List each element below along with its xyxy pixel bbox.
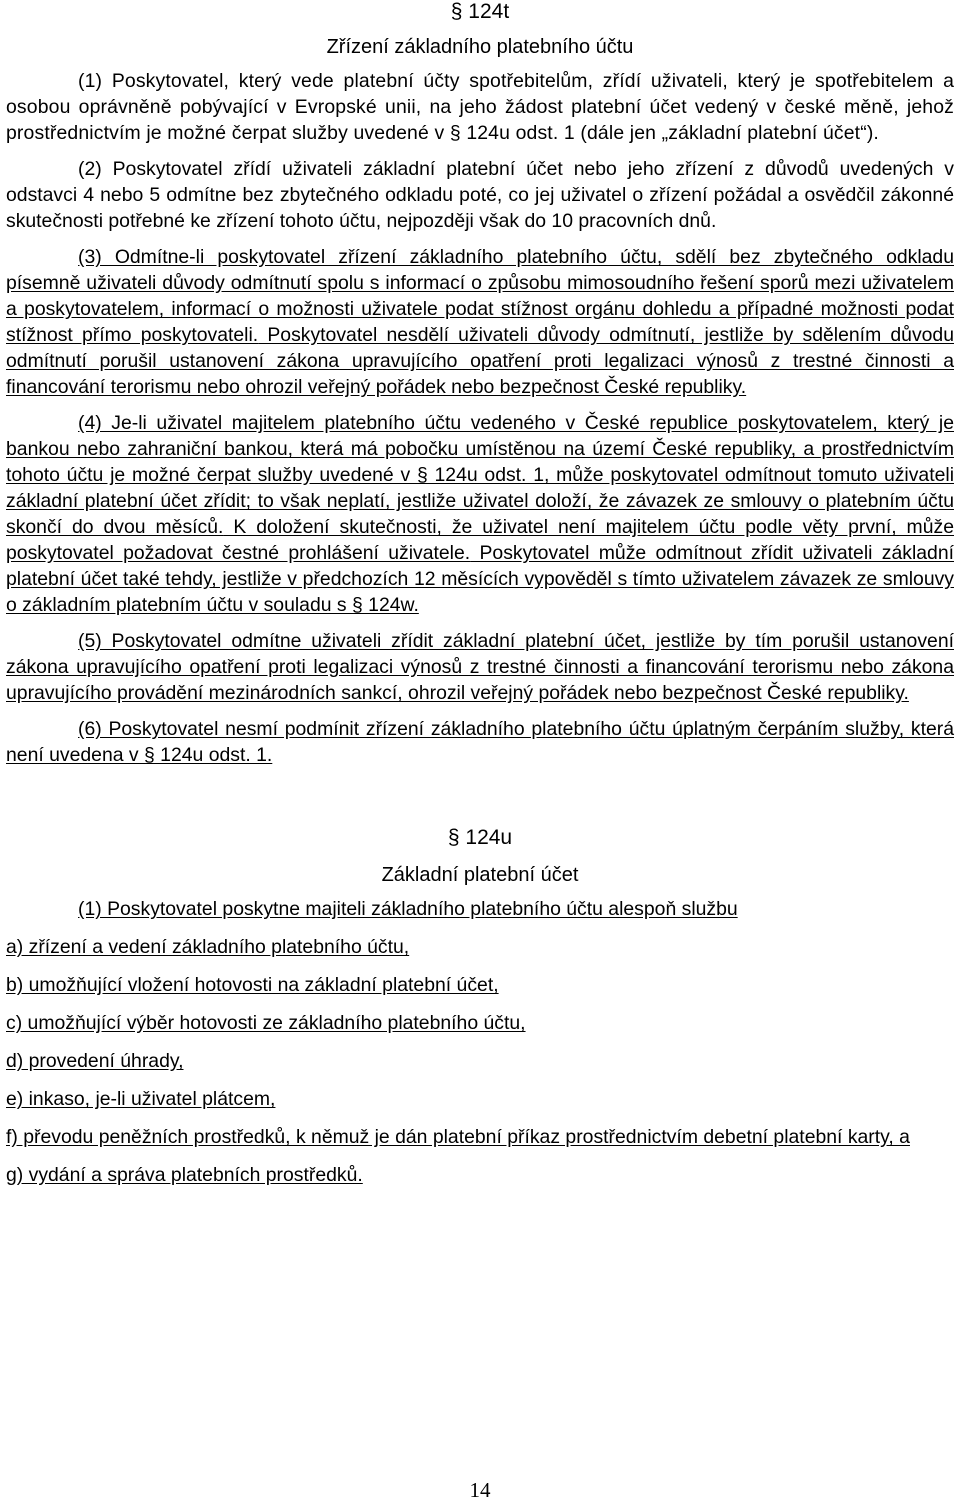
paragraph-124t-4 [6, 410, 954, 618]
list-item-f [6, 1124, 954, 1150]
document-page [6, 0, 954, 1188]
list-item-a-text: a) zřízení a vedení základního platebního účtu, [6, 936, 410, 958]
paragraph-124t-1: (1) Poskytovatel, který vede platební účty spotřebitelům, zřídí uživateli, který je spotřebitelem a osobou oprávněně pobývající v Evropské unii, na jeho žádost platební účet vedený v české měně, jehož prostřednictvím je možné čerpat služby uvedené v § 124u odst. 1 (dále jen „základní platební účet“). [6, 70, 954, 144]
paragraph-124t-6 [6, 716, 954, 768]
list-item-d-text: d) provedení úhrady, [6, 1050, 184, 1072]
section-number-124t: § 124t [450, 0, 510, 23]
list-item-b [6, 972, 954, 998]
paragraph-124t-4-part-c: Poskytovatel může odmítnout zřídit uživateli základní platební účet také tehdy, jestliže v předchozích 12 měsících vypověděl s tímto uživatelem závazek ze smlouvy o základním platebním účtu v souladu s § 124w. [6, 542, 954, 616]
paragraph-124u-1 [6, 896, 954, 922]
list-item-g [6, 1162, 954, 1188]
list-item-e-text: e) inkaso, je-li uživatel plátcem, [6, 1088, 276, 1110]
paragraph-124t-2: (2) Poskytovatel zřídí uživateli základní platební účet nebo jeho zřízení z důvodů uvedených v odstavci 4 nebo 5 odmítne bez zbytečného odkladu poté, co jej uživatel o zřízení požádal a osvědčil zákonné skutečnosti potřebné ke zřízení tohoto účtu, nejpozději však do 10 pracovních dnů. [6, 158, 954, 232]
paragraph-124t-3-part-a: (3) Odmítne-li poskytovatel zřízení základního platebního účtu, sdělí bez zbytečného odkladu písemně uživateli důvody odmítnutí spolu s informací o způsobu mimosoudního řešení sporů mezi uživatelem a poskytovatelem, informací o možnosti uživatele podat stížnost orgánu dohledu a případné možnosti podat stížnost přímo poskytovateli. [6, 246, 954, 346]
paragraph-124t-6-text: (6) Poskytovatel nesmí podmínit zřízení základního platebního účtu úplatným čerpáním služby, která není uvedena v § 124u odst. 1. [6, 718, 954, 766]
paragraph-124t-5 [6, 628, 954, 706]
list-item-b-text: b) umožňující vložení hotovosti na základní platební účet, [6, 974, 499, 996]
list-item-f-text: f) převodu peněžních prostředků, k němuž je dán platební příkaz prostřednictvím debetní platební karty, a [6, 1126, 910, 1148]
paragraph-124t-3 [6, 244, 954, 400]
list-item-g-text: g) vydání a správa platebních prostředků. [6, 1164, 363, 1186]
paragraph-124u-1-text: (1) Poskytovatel poskytne majiteli základního platebního účtu alespoň službu [78, 898, 738, 920]
list-item-c [6, 1010, 954, 1036]
section-number-124u: § 124u [447, 826, 513, 849]
list-item-e [6, 1086, 954, 1112]
section-title-124u: Základní platební účet [381, 864, 579, 886]
paragraph-124t-3-part-b: Poskytovatel nesdělí uživateli důvody odmítnutí, jestliže by sdělením důvodu odmítnutí porušil ustanovení zákona upravujícího opatření proti legalizaci výnosů z trestné činnosti a financování terorismu nebo ohrozil veřejný pořádek nebo bezpečnost České republiky. [6, 324, 954, 398]
page-number: 14 [469, 1478, 491, 1502]
section-title-124t: Zřízení základního platebního účtu [326, 36, 634, 58]
service-list [6, 934, 954, 1188]
list-item-d [6, 1048, 954, 1074]
list-item-a [6, 934, 954, 960]
list-item-c-text: c) umožňující výběr hotovosti ze základního platebního účtu, [6, 1012, 526, 1034]
paragraph-124t-5-text: (5) Poskytovatel odmítne uživateli zřídit základní platební účet, jestliže by tím porušil ustanovení zákona upravujícího opatření proti legalizaci výnosů z trestné činnosti a financování terorismu nebo zákona upravujícího provádění mezinárodních sankcí, ohrozil veřejný pořádek nebo bezpečnost České republiky. [6, 630, 954, 704]
paragraph-124t-4-part-b: K doložení skutečnosti, že uživatel není majitelem účtu podle věty první, může poskytovatel požadovat čestné prohlášení uživatele. [6, 516, 954, 564]
paragraph-124t-4-part-a: (4) Je-li uživatel majitelem platebního účtu vedeného v České republice poskytovatelem, který je bankou nebo zahraniční bankou, která má pobočku umístěnou na území České republiky, a prostřednictvím tohoto účtu je možné čerpat služby uvedené v § 124u odst. 1, může poskytovatel odmítnout tomuto uživateli základní platební účet zřídit; to však neplatí, jestliže uživatel doloží, že závazek ze smlouvy o platebním účtu skončí do dvou měsíců. [6, 412, 954, 538]
